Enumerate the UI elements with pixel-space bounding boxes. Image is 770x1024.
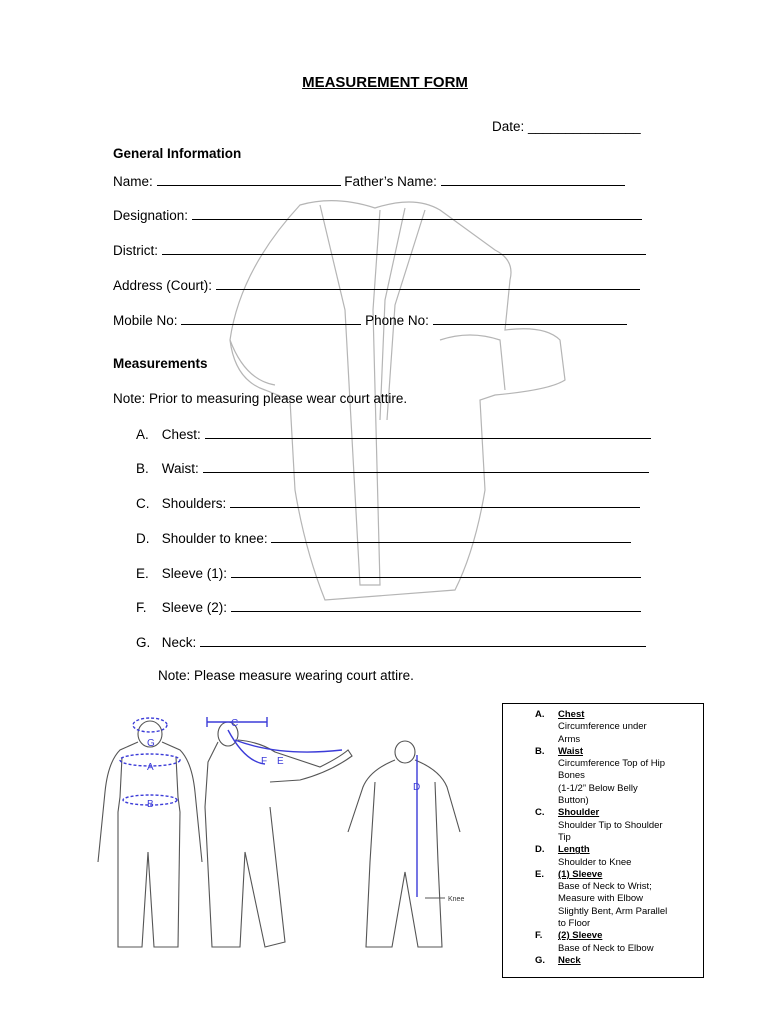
address-field[interactable] bbox=[216, 277, 640, 290]
legend-item bbox=[503, 807, 703, 844]
designation-field[interactable] bbox=[192, 207, 642, 220]
item-neck bbox=[136, 634, 646, 650]
item-letter: A. bbox=[136, 427, 149, 442]
legend-desc: (1-1/2” Below Belly bbox=[558, 782, 638, 794]
item-letter: E. bbox=[136, 566, 149, 581]
sleeve-1-field[interactable] bbox=[231, 565, 641, 578]
form-title: MEASUREMENT FORM bbox=[302, 74, 468, 91]
legend-desc: Tip bbox=[558, 831, 571, 843]
figure-label-g: G bbox=[147, 738, 155, 749]
father-label: Father’s Name: bbox=[344, 174, 437, 189]
legend-letter: A. bbox=[535, 709, 545, 720]
note-after: Note: Please measure wearing court attire. bbox=[158, 668, 414, 683]
legend-desc: Measure with Elbow bbox=[558, 893, 644, 905]
name-field[interactable] bbox=[157, 173, 341, 186]
district-row bbox=[113, 242, 646, 258]
general-info-heading: General Information bbox=[113, 146, 242, 161]
phone-label: Phone No: bbox=[365, 313, 429, 328]
item-sleeve-1 bbox=[136, 565, 641, 581]
legend-desc: Shoulder to Knee bbox=[558, 856, 632, 868]
legend-desc: Bones bbox=[558, 770, 585, 782]
legend-desc: Button) bbox=[558, 795, 589, 807]
legend-heading: (1) Sleeve bbox=[558, 868, 603, 880]
mobile-row bbox=[113, 312, 627, 328]
legend-letter: B. bbox=[535, 745, 545, 757]
item-waist bbox=[136, 460, 649, 476]
father-name-field[interactable] bbox=[441, 173, 625, 186]
legend-heading: Length bbox=[558, 844, 590, 856]
name-label: Name: bbox=[113, 174, 153, 189]
legend-item bbox=[503, 955, 703, 967]
item-letter: F. bbox=[136, 600, 147, 615]
waist-field[interactable] bbox=[203, 460, 649, 473]
legend-heading: Chest bbox=[558, 709, 585, 720]
legend-letter: E. bbox=[535, 868, 544, 880]
legend-desc: Circumference Top of Hip bbox=[558, 758, 666, 770]
item-sleeve-2 bbox=[136, 599, 641, 615]
item-letter: C. bbox=[136, 496, 150, 511]
measurements-heading: Measurements bbox=[113, 356, 208, 371]
legend-desc: Arms bbox=[558, 733, 581, 745]
item-shoulders bbox=[136, 495, 640, 511]
legend-desc: Base of Neck to Wrist; bbox=[558, 881, 652, 893]
item-label: Waist: bbox=[161, 461, 199, 476]
legend-desc: Slightly Bent, Arm Parallel bbox=[558, 905, 668, 917]
address-label: Address (Court): bbox=[113, 278, 213, 293]
legend-item bbox=[503, 844, 703, 869]
item-label: Sleeve (1): bbox=[161, 566, 228, 581]
item-label: Shoulder to knee: bbox=[161, 531, 268, 546]
legend-item bbox=[503, 746, 703, 807]
figure-label-knee: Knee bbox=[448, 896, 465, 903]
mobile-label: Mobile No: bbox=[113, 313, 178, 328]
figure-label-a: A bbox=[147, 762, 154, 773]
item-label: Shoulders: bbox=[161, 496, 227, 511]
measurement-legend bbox=[502, 703, 704, 978]
name-row bbox=[113, 173, 625, 189]
legend-desc: Circumference under bbox=[558, 721, 647, 733]
date-field[interactable]: Date: _______________ bbox=[492, 119, 641, 134]
phone-field[interactable] bbox=[433, 312, 627, 325]
item-letter: G. bbox=[136, 635, 151, 650]
legend-desc: Base of Neck to Elbow bbox=[558, 942, 654, 954]
legend-desc: Shoulder Tip to Shoulder bbox=[558, 819, 663, 831]
address-row bbox=[113, 277, 640, 293]
designation-row bbox=[113, 207, 642, 223]
legend-heading: (2) Sleeve bbox=[558, 930, 603, 942]
legend-desc: to Floor bbox=[558, 918, 591, 930]
item-chest bbox=[136, 426, 651, 442]
item-letter: D. bbox=[136, 531, 150, 546]
figure-label-d: D bbox=[413, 782, 421, 793]
item-label: Chest: bbox=[161, 427, 201, 442]
measurement-figures bbox=[80, 712, 480, 957]
figure-label-e: E bbox=[277, 756, 284, 767]
mobile-field[interactable] bbox=[181, 312, 361, 325]
sleeve-2-field[interactable] bbox=[231, 599, 641, 612]
item-label: Sleeve (2): bbox=[161, 600, 228, 615]
legend-heading: Neck bbox=[558, 954, 581, 966]
item-label: Neck: bbox=[161, 635, 197, 650]
figure-label-b: B bbox=[147, 799, 154, 810]
legend-item bbox=[503, 709, 703, 746]
legend-item bbox=[503, 930, 703, 955]
legend-letter: F. bbox=[535, 930, 543, 942]
designation-label: Designation: bbox=[113, 208, 189, 223]
note-prior: Note: Prior to measuring please wear court attire. bbox=[113, 391, 408, 406]
legend-letter: D. bbox=[535, 844, 545, 856]
legend-letter: C. bbox=[535, 807, 545, 819]
chest-field[interactable] bbox=[205, 426, 651, 439]
item-letter: B. bbox=[136, 461, 149, 476]
legend-letter: G. bbox=[535, 954, 546, 966]
legend-item bbox=[503, 869, 703, 930]
figure-label-c: C bbox=[231, 718, 239, 729]
shoulders-field[interactable] bbox=[230, 495, 640, 508]
figure-label-f: F bbox=[261, 756, 268, 767]
legend-heading: Shoulder bbox=[558, 807, 600, 819]
item-shoulder-to-knee bbox=[136, 530, 631, 546]
district-label: District: bbox=[113, 243, 158, 258]
neck-field[interactable] bbox=[200, 634, 646, 647]
shoulder-to-knee-field[interactable] bbox=[271, 530, 631, 543]
legend-heading: Waist bbox=[558, 745, 583, 757]
district-field[interactable] bbox=[162, 242, 646, 255]
